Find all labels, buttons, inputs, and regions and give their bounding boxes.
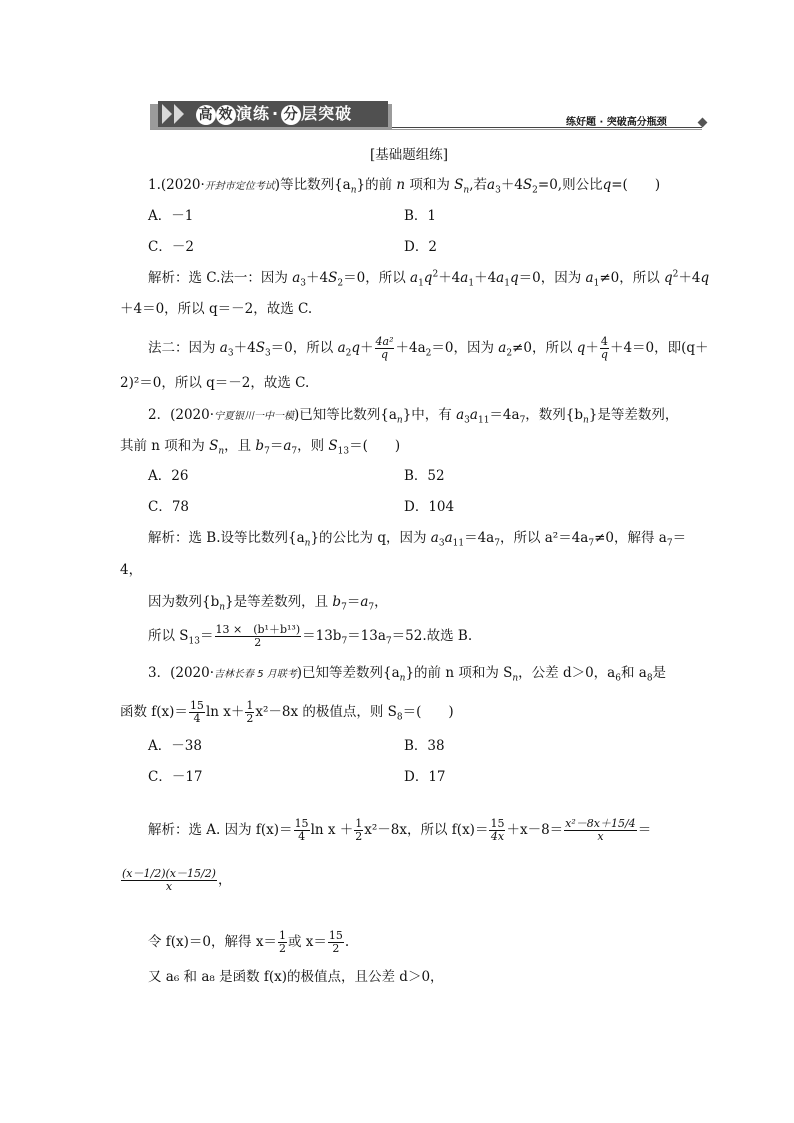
question-text: }的前 n 项和为 S (405, 665, 513, 681)
fraction-numerator: 4a² (375, 335, 394, 348)
question-text: 函数 f(x)＝ (120, 704, 188, 720)
fraction-numerator: 15 (294, 817, 309, 830)
question-text: ,若 (469, 177, 488, 193)
solution-2-line-3: 因为数列$\{b_n\}$是等差数列，且 $b_7=a_7$， (148, 594, 388, 613)
banner-char: 分 (281, 105, 301, 125)
question-text: ，数列{b (525, 407, 584, 423)
fraction-denominator: 4 (294, 830, 310, 843)
solution-text: ＝4a (464, 530, 495, 546)
fraction-denominator: x (121, 880, 217, 893)
solution-text: ＝ (672, 530, 687, 546)
fraction (564, 818, 637, 843)
solution-text: 法二：因为 (148, 340, 220, 356)
fraction-numerator: x²－8x＋15/4 (565, 817, 636, 830)
solution-3-line-4: 又 a₆ 和 a₈ 是函数 f(x)的极值点，且公差 d＞0， (148, 969, 444, 985)
question-text: }中，有 (402, 407, 457, 423)
fraction-denominator: 2 (278, 942, 286, 955)
question-text: ＝4a (489, 407, 520, 423)
solution-1-method-2-line-2: 2)²＝0，所以 q＝－2，故选 C. (120, 375, 310, 391)
solution-2-line-2: 4， (120, 562, 143, 578)
option-b: B．52 (404, 468, 445, 484)
question-text: =( ) (611, 177, 661, 193)
fraction (215, 624, 302, 649)
question-number: 3．(2020· (148, 665, 215, 681)
solution-text: ＝0，因为 (518, 270, 586, 286)
option-d: D．104 (404, 499, 455, 515)
solution-text: ＋4＝0，即(q＋ (609, 340, 709, 356)
solution-text: 或 x＝ (287, 934, 327, 950)
option-b: B．1 (404, 208, 437, 224)
fraction (278, 930, 287, 955)
section-banner (158, 101, 388, 127)
fraction-numerator: 13 × (b¹＋b¹³) (215, 623, 301, 636)
solution-text: ＝52.故选 B. (391, 628, 473, 644)
solution-text: }的公比为 q，因为 (310, 530, 431, 546)
question-1: 1.(2020·开封市定位考试)等比数列$\{a_n\}$的前 n 项和为 $S_n$,若$a_3+4S_2=0$,则公比q=( ) (148, 177, 661, 196)
header-rule-thin (150, 129, 702, 130)
solution-1-line-1: 解析：选 C.法一：因为 $a_3+4S_2=0$，所以 $a_1q^2+4a_1+4a_1q=0$，因为 $a_1\ne 0$，所以 $q^2+4q$ (148, 269, 710, 289)
question-text: 其前 n 项和为 (120, 438, 210, 454)
solution-2-line-4: 所以 $S_{13}=$ $\frac{\text{13 × (b¹＋b¹³)}}{2}$ $=13b_7=13a_7=52$.故选 B. (148, 623, 473, 649)
fraction-numerator: 15 (189, 699, 204, 712)
solution-text: 因为数列{b (148, 594, 220, 610)
solution-2-line-1: 解析：选 B.设等比数列$\{a_n\}$的公比为 q，因为 $a_3a_{11}=4a_7$，所以 $a^2=4a_7\ne 0$，解得 $a_7=$ (148, 530, 687, 549)
solution-text: x²－8x，所以 f(x)＝ (364, 822, 489, 838)
banner-char: 高 (196, 105, 216, 125)
question-2: 2．(2020·宁夏银川一中一模)已知等比数列$\{a_n\}$中，有 $a_3a_{11}=4a_7$，数列$\{b_n\}$是等差数列， (148, 407, 679, 426)
fraction-denominator: 2 (328, 942, 344, 955)
option-a: A．－38 (148, 738, 202, 754)
solution-1-line-2: ＋4＝0，所以 q＝－2，故选 C. (120, 301, 313, 317)
solution-text: ≠0，所以 (512, 340, 577, 356)
fraction (245, 700, 254, 725)
chevron-right-icon (174, 104, 184, 124)
solution-3-line-1 (148, 818, 651, 843)
option-d: D．17 (404, 769, 446, 785)
question-source: 吉林长春 5 月联考 (214, 669, 297, 680)
solution-text: . (344, 934, 350, 950)
question-text: }的前 (356, 177, 393, 193)
banner-text: 层突破 (301, 104, 353, 123)
banner-title (196, 101, 352, 127)
solution-text: ， (217, 872, 232, 888)
fraction-denominator: 2 (355, 830, 363, 843)
solution-text: ln x ＋ (310, 822, 354, 838)
solution-text: ＋x－8＝ (506, 822, 564, 838)
option-c: C．－17 (148, 769, 203, 785)
question-3: 3．(2020·吉林长春 5 月联考)已知等差数列$\{a_n\}$的前 n 项和为 $S_n$，公差 d＞0，$a_6$和 $a_8$是 (148, 665, 667, 684)
diamond-icon (698, 118, 708, 128)
question-text: ＝( ) (402, 704, 454, 720)
solution-3-line-2 (120, 868, 231, 893)
banner-char: 效 (216, 105, 236, 125)
fraction (328, 930, 344, 955)
fraction-denominator: x (564, 830, 637, 843)
fraction-numerator: 1 (246, 699, 254, 712)
fraction-denominator: 2 (215, 636, 302, 649)
fraction-denominator: 4x (490, 830, 505, 843)
fraction-numerator: 15 (328, 929, 343, 942)
option-a: A．26 (148, 468, 189, 484)
fraction-denominator: 2 (246, 712, 254, 725)
question-source: 宁夏银川一中一模 (214, 411, 295, 422)
option-c: C．78 (148, 499, 190, 515)
question-text: ＝( ) (349, 438, 401, 454)
solution-text: ≠0，解得 a (594, 530, 667, 546)
question-text: ，则 (297, 438, 329, 454)
section-title: [基础题组练] (370, 147, 449, 163)
solution-text: ≠0，所以 (599, 270, 665, 286)
question-3-line-2: 函数 f(x)＝ $\frac{15}{4}$ ln x＋ $\frac{1}{2}$ x²－8x 的极值点，则 $S_8=$( ) (120, 699, 454, 725)
fraction-numerator: 15 (490, 817, 505, 830)
option-b: B．38 (404, 738, 445, 754)
header-tagline: 练好题 · 突破高分瓶颈 (566, 117, 667, 128)
question-text: 和 a (620, 665, 647, 681)
solution-text: ＝13b (302, 628, 342, 644)
solution-text: 解析：选 C.法一：因为 (148, 270, 293, 286)
solution-text: ＝ (200, 628, 214, 644)
fraction-numerator: 4 (600, 335, 608, 348)
solution-text: 所以 S (148, 628, 189, 644)
question-text: }是等差数列， (588, 407, 679, 423)
solution-text: ＝0，所以 (270, 340, 338, 356)
fraction-denominator: q (375, 348, 395, 361)
question-number: 2．(2020· (148, 407, 215, 423)
solution-text: ＝0，因为 (431, 340, 499, 356)
fraction-denominator: q (600, 348, 608, 361)
option-a: A．－1 (148, 208, 194, 224)
option-d: D．2 (404, 239, 437, 255)
fraction-numerator: (x－1/2)(x－15/2) (122, 867, 216, 880)
solution-text: ，所以 a²＝4a (499, 530, 589, 546)
solution-text: }是等差数列，且 (225, 594, 333, 610)
question-2-line-2: 其前 n 项和为 $S_n$，且 $b_7=a_7$，则 $S_{13}=$( ) (120, 438, 401, 457)
question-source: 开封市定位考试 (204, 181, 275, 192)
solution-3-line-3 (148, 930, 349, 955)
banner-dot: · (272, 104, 280, 123)
question-text: )已知等比数列{a (294, 407, 397, 423)
fraction-numerator: 1 (355, 817, 363, 830)
question-text: )已知等差数列{a (296, 665, 400, 681)
solution-text: ＝ (637, 822, 652, 838)
question-number: 1.(2020· (148, 177, 205, 193)
banner-text: 演练 (236, 104, 271, 123)
question-text: 项和为 (409, 177, 450, 193)
fraction (189, 700, 205, 725)
fraction (121, 868, 217, 893)
fraction (294, 818, 310, 843)
question-text: ln x＋ (205, 704, 245, 720)
solution-text: ＝13a (347, 628, 386, 644)
fraction (375, 336, 395, 361)
fraction (354, 818, 363, 843)
solution-text: ＝0，所以 (343, 270, 410, 286)
option-c: C．－2 (148, 239, 194, 255)
solution-text: ＋4a (395, 340, 426, 356)
fraction-numerator: 1 (278, 929, 286, 942)
question-text: ，公差 d＞0，a (518, 665, 616, 681)
question-text: =0,则公比 (537, 177, 603, 193)
solution-text: 令 f(x)＝0，解得 x＝ (148, 934, 277, 950)
solution-text: 解析：选 B.设等比数列{a (148, 530, 305, 546)
question-text: 是 (652, 665, 667, 681)
chevron-right-icon (162, 104, 172, 124)
question-text: ，且 (224, 438, 256, 454)
solution-text: 解析：选 A. 因为 f(x)＝ (148, 822, 293, 838)
fraction (489, 818, 505, 843)
question-text: x²－8x 的极值点，则 S (255, 704, 397, 720)
solution-1-method-2: 法二：因为 $a_3+4S_3=0$，所以 $a_2q+$ $\frac{\text{4a²}}{q}$ $+4a_2=0$，因为 $a_2\ne 0$，所以 q＋ $\frac{4}{q}$ ＋4＝0，即(q＋ (148, 335, 709, 361)
fraction-denominator: 4 (189, 712, 205, 725)
fraction (600, 336, 609, 361)
question-text: )等比数列{a (274, 177, 351, 193)
